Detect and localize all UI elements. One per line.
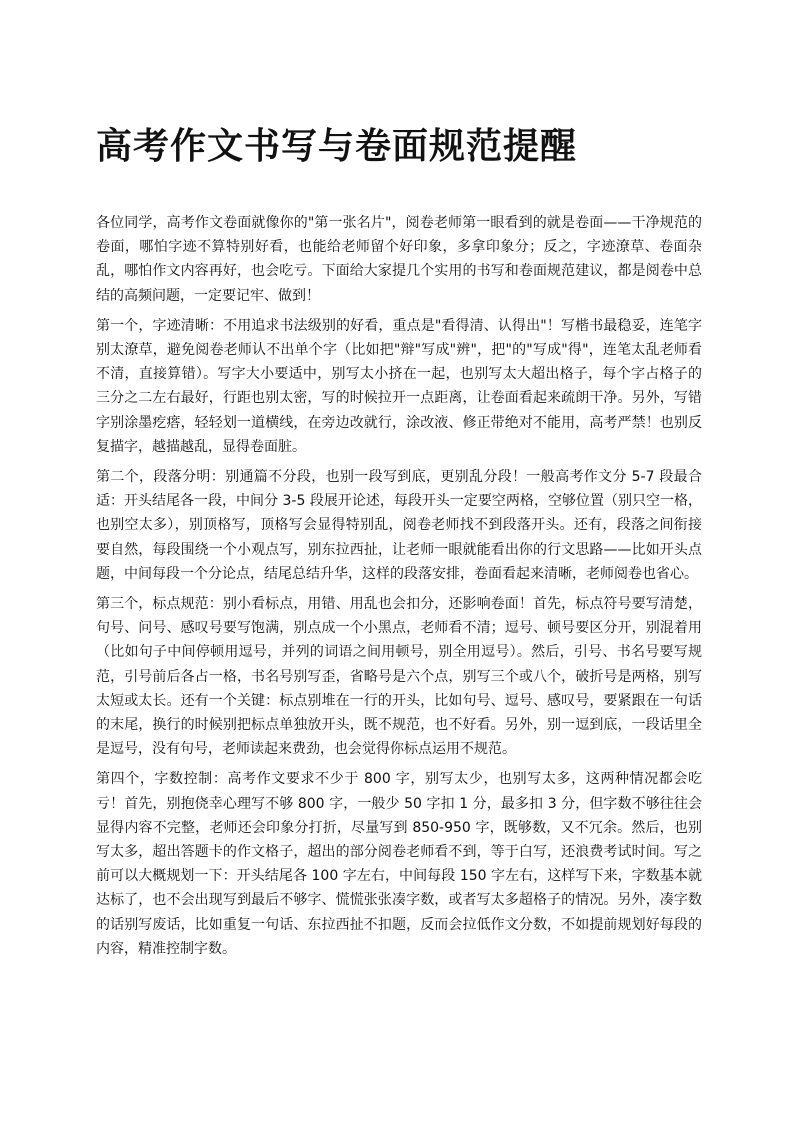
paragraph-handwriting-clarity: 第一个，字迹清晰：不用追求书法级别的好看，重点是"看得清、认得出"！写楷书最稳妥，连笔字别太潦草，避免阅卷老师认不出单个字（比如把"辩"写成"辨"，把"的"写成"得"，连笔太乱老师看不清，直接算错）。写字大小要适中，别写太小挤在一起，也别写太大超出格子，每个字占格子的三分之二左右最好，行距也别太密，写的时候拉开一点距离，让卷面看起来疏朗干净。另外，写错字别涂墨疙瘩，轻轻划一道横线，在旁边改就行，涂改液、修正带绝对不能用，高考严禁！也别反复描字，越描越乱，显得卷面脏。 — [96, 317, 702, 455]
document-title: 高考作文书写与卷面规范提醒 — [96, 126, 578, 167]
document-body — [96, 211, 702, 967]
paragraph-word-count: 第四个，字数控制：高考作文要求不少于 800 字，别写太少，也别写太多，这两种情况都会吃亏！首先，别抱侥幸心理写不够 800 字，一般少 50 字扣 1 分，最多扣 3 分，但字数不够往往会显得内容不完整，老师还会印象分打折，尽量写到 850-950 字，既够数，又不冗余。然后，也别写太多，超出答题卡的作文格子，超出的部分阅卷老师看不到，等于白写，还浪费考试时间。写之前可以大概规划一下：开头结尾各 100 字左右，中间每段 150 字左右，这样写下来，字数基本就达标了，也不会出现写到最后不够字、慌慌张张凑字数，或者写太多超格子的情况。另外，凑字数的话别写废话，比如重复一句话、东拉西扯不扣题，反而会拉低作文分数，不如提前规划好每段的内容，精准控制字数。 — [96, 771, 702, 957]
intro-paragraph: 各位同学，高考作文卷面就像你的"第一张名片"，阅卷老师第一眼看到的就是卷面——干净规范的卷面，哪怕字迹不算特别好看，也能给老师留个好印象，多拿印象分；反之，字迹潦草、卷面杂乱，哪怕作文内容再好，也会吃亏。下面给大家提几个实用的书写和卷面规范建议，都是阅卷中总结的高频问题，一定要记牢、做到！ — [96, 215, 702, 304]
paragraph-paragraph-structure: 第二个，段落分明：别通篇不分段，也别一段写到底，更别乱分段！一般高考作文分 5-7 段最合适：开头结尾各一段，中间分 3-5 段展开论述，每段开头一定要空两格，空够位置（别只空一格，也别空太多），别顶格写，顶格写会显得特别乱，阅卷老师找不到段落开头。还有，段落之间衔接要自然，每段围绕一个小观点写，别东拉西扯，让老师一眼就能看出你的行文思路——比如开头点题，中间每段一个分论点，结尾总结升华，这样的段落安排，卷面看起来清晰，老师阅卷也省心。 — [96, 469, 702, 582]
paragraph-punctuation: 第三个，标点规范：别小看标点，用错、用乱也会扣分，还影响卷面！首先，标点符号要写清楚，句号、问号、感叹号要写饱满，别点成一个小黑点，老师看不清；逗号、顿号要区分开，别混着用（比如句子中间停顿用逗号，并列的词语之间用顿号，别全用逗号）。然后，引号、书名号要写规范，引号前后各占一格，书名号别写歪，省略号是六个点，别写三个或八个，破折号是两格，别写太短或太长。还有一个关键：标点别堆在一行的开头，比如句号、逗号、感叹号，要紧跟在一句话的末尾，换行的时候别把标点单独放开头，既不规范，也不好看。另外，别一逗到底，一段话里全是逗号，没有句号，老师读起来费劲，也会觉得你标点运用不规范。 — [96, 596, 702, 758]
